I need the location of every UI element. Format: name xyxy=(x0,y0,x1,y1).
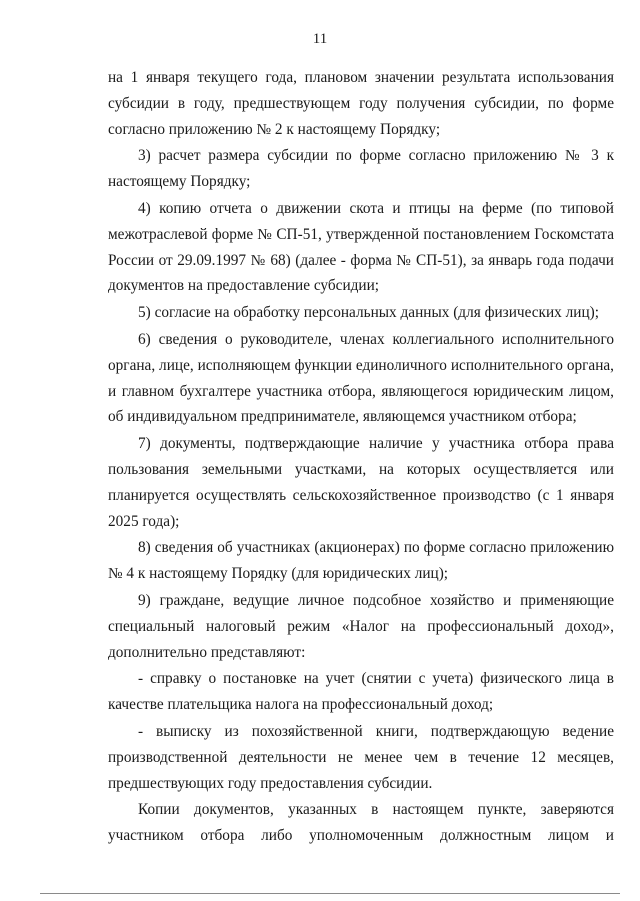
list-item-9: 9) граждане, ведущие личное подсобное хозяйство и применяющие специальный налоговый режим «Налог на профессиональный доход», дополнительно представляют: xyxy=(108,591,614,661)
paragraph-copies: Копии документов, указанных в настоящем пункте, заверяются участником отбора либо уполномоченным должностным лицом и xyxy=(108,801,614,845)
list-item-6: 6) сведения о руководителе, членах коллегиального исполнительного органа, лице, исполняющем функции единоличного исполнительного органа, и главном бухгалтере участника отбора, являющегося юридическим лицом, об индивидуальном предпринимателе, являющемся участником отбора; xyxy=(108,330,614,426)
list-item-7: 7) документы, подтверждающие наличие у участника отбора права пользования земельными участками, на которых осуществляется или планируется осуществлять сельскохозяйственное производство (с 1 января 2025 года); xyxy=(108,435,614,530)
list-item-9-subitem-b: - выписку из похозяйственной книги, подтверждающую ведение производственной деятельности не менее чем в течение 12 месяцев, предшествующих году предоставления субсидии. xyxy=(108,722,614,792)
list-item-4: 4) копию отчета о движении скота и птицы на ферме (по типовой межотраслевой форме № СП-51, утвержденной постановлением Госкомстата России от 29.09.1997 № 68) (далее - форма № СП-51), за январь года подачи документов на предоставление субсидии; xyxy=(108,199,614,295)
page-number: 11 xyxy=(312,31,328,47)
bottom-scan-edge xyxy=(40,893,620,894)
list-item-5: 5) согласие на обработку персональных данных (для физических лиц); xyxy=(138,304,599,322)
list-item-3: 3) расчет размера субсидии по форме согласно приложению № 3 к настоящему Порядку; xyxy=(108,147,614,191)
list-item-9-subitem-a: - справку о постановке на учет (снятии с учета) физического лица в качестве плательщика налога на профессиональный доход; xyxy=(108,670,614,714)
document-body xyxy=(108,65,614,849)
list-item-8: 8) сведения об участниках (акционерах) по форме согласно приложению № 4 к настоящему Порядку (для юридических лиц); xyxy=(108,539,614,583)
paragraph-continuation: на 1 января текущего года, плановом значении результата использования субсидии в году, предшествующем году получения субсидии, по форме согласно приложению № 2 к настоящему Порядку; xyxy=(108,69,614,138)
